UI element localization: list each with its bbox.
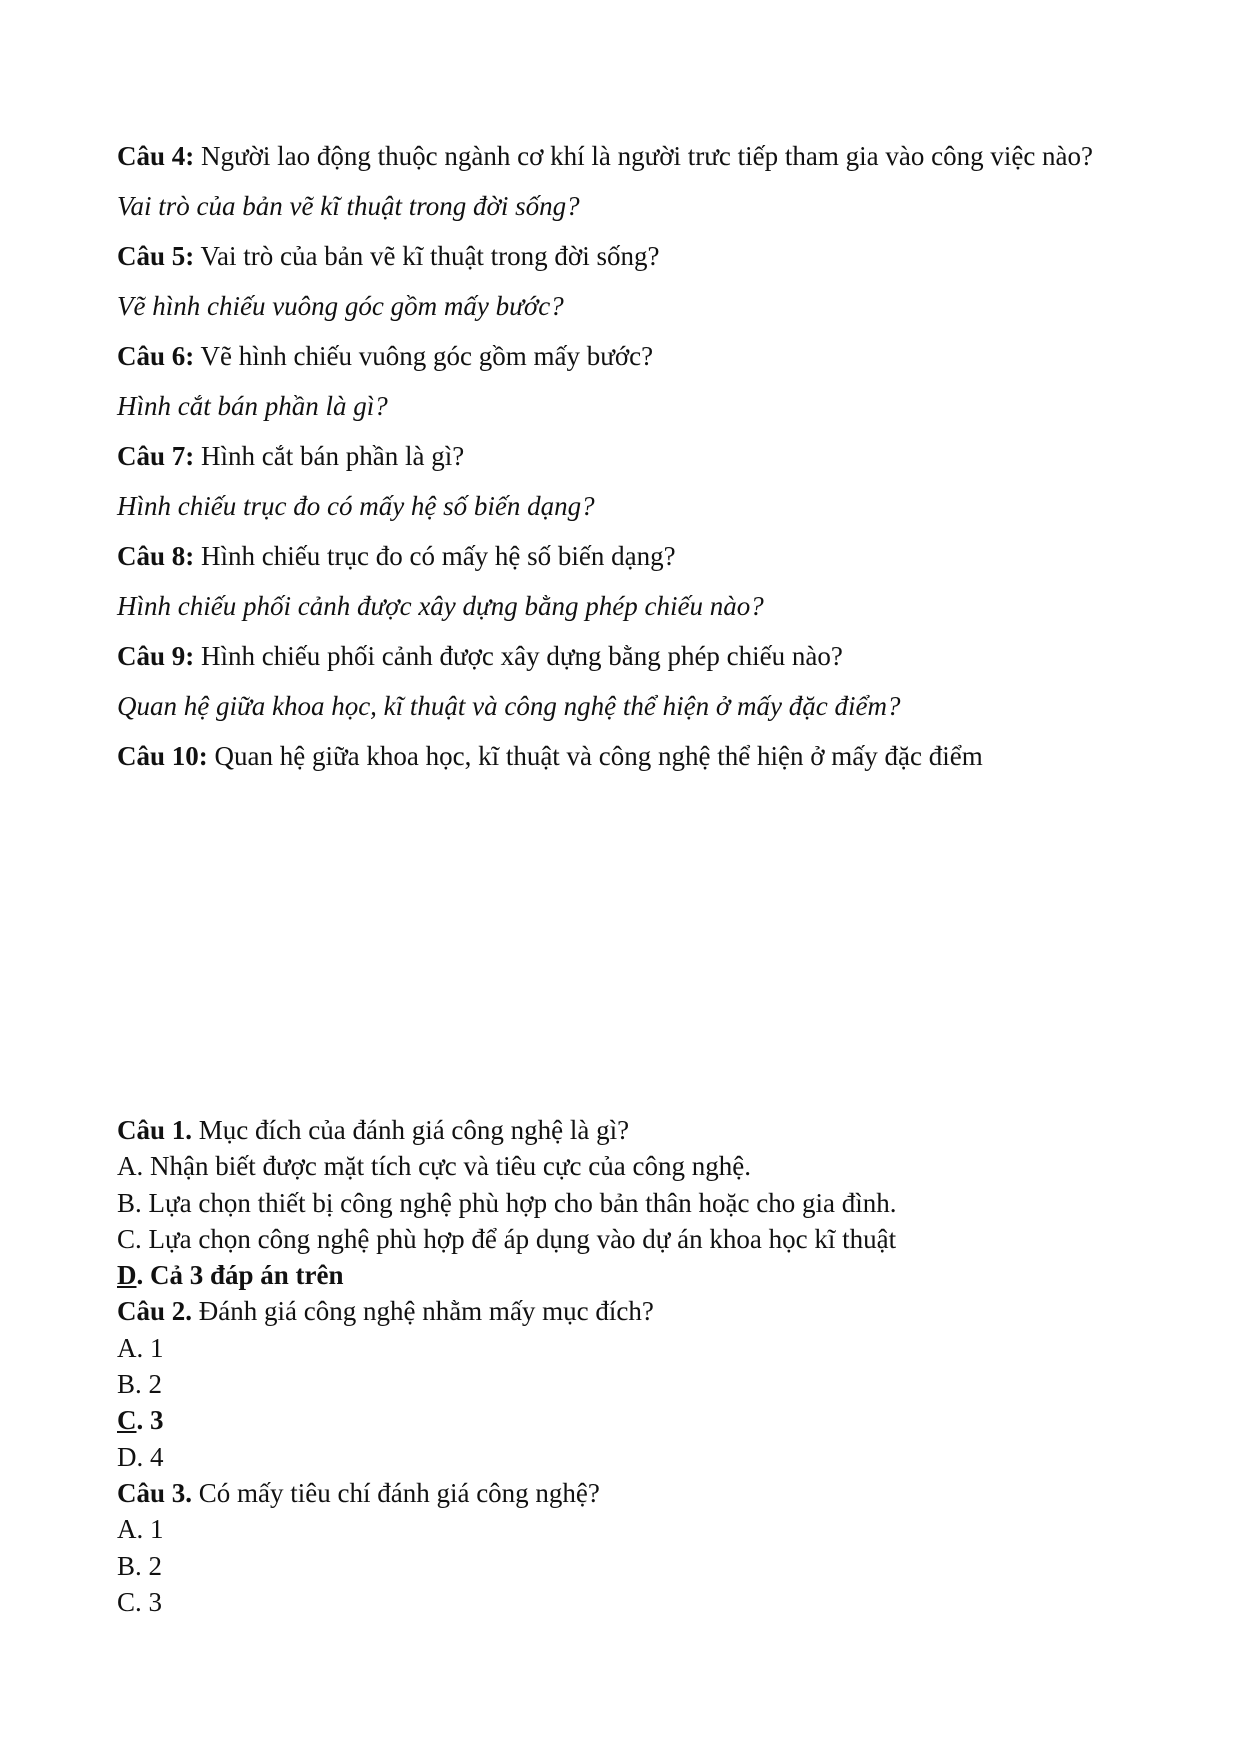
section-short-questions	[117, 131, 1137, 781]
question-text: Vẽ hình chiếu vuông góc gồm mấy bước?	[194, 341, 654, 371]
question-9	[117, 631, 1137, 681]
question-10	[117, 731, 1137, 781]
option-a: A. Nhận biết được mặt tích cực và tiêu cực của công nghệ.	[117, 1151, 751, 1182]
option-a: A. 1	[117, 1332, 164, 1363]
question-text: Vai trò của bản vẽ kĩ thuật trong đời sống?	[194, 241, 660, 271]
option-b: B. 2	[117, 1550, 163, 1581]
question-text: Hình chiếu trục đo có mấy hệ số biến dạng?	[194, 541, 676, 571]
question-label: Câu 8:	[117, 541, 195, 571]
section-multiple-choice	[117, 1112, 1137, 1620]
option-b: B. 2	[117, 1369, 163, 1400]
italic-heading: Vẽ hình chiếu vuông góc gồm mấy bước?	[117, 291, 564, 321]
question-label: Câu 3.	[117, 1477, 193, 1508]
answer-letter: D	[117, 1260, 137, 1291]
question-label: Câu 1.	[117, 1115, 193, 1145]
answer-option-d	[117, 1257, 1137, 1293]
mc-question-1	[117, 1112, 1137, 1148]
answer-letter: C	[117, 1405, 137, 1436]
question-label: Câu 4:	[117, 141, 195, 171]
question-text: Hình chiếu phối cảnh được xây dựng bằng phép chiếu nào?	[194, 641, 843, 671]
answer-text: . 3	[136, 1405, 164, 1436]
option-c: C. Lựa chọn công nghệ phù hợp để áp dụng vào dự án khoa học kĩ thuật	[117, 1223, 897, 1254]
answer-text: . Cả 3 đáp án trên	[136, 1260, 344, 1291]
answer-option-c	[117, 1402, 1137, 1438]
italic-heading: Hình chiếu phối cảnh được xây dựng bằng phép chiếu nào?	[117, 591, 764, 621]
question-5	[117, 231, 1137, 281]
question-label: Câu 6:	[117, 341, 195, 371]
question-label: Câu 7:	[117, 441, 195, 471]
italic-heading: Hình cắt bán phần là gì?	[117, 391, 388, 421]
mc-question-2	[117, 1293, 1137, 1329]
question-8	[117, 531, 1137, 581]
italic-heading: Hình chiếu trục đo có mấy hệ số biến dạng?	[117, 491, 595, 521]
question-7	[117, 431, 1137, 481]
question-text: Đánh giá công nghệ nhằm mấy mục đích?	[192, 1296, 654, 1327]
question-text: Mục đích của đánh giá công nghệ là gì?	[192, 1115, 630, 1145]
mc-question-3	[117, 1475, 1137, 1511]
question-label: Câu 9:	[117, 641, 195, 671]
italic-heading: Vai trò của bản vẽ kĩ thuật trong đời sống?	[117, 191, 580, 221]
question-label: Câu 2.	[117, 1296, 193, 1327]
option-c: C. 3	[117, 1586, 163, 1617]
option-d: D. 4	[117, 1441, 164, 1472]
italic-heading: Quan hệ giữa khoa học, kĩ thuật và công nghệ thể hiện ở mấy đặc điểm?	[117, 691, 901, 721]
question-text: Quan hệ giữa khoa học, kĩ thuật và công nghệ thể hiện ở mấy đặc điểm	[207, 741, 983, 771]
option-a: A. 1	[117, 1514, 164, 1545]
option-b: B. Lựa chọn thiết bị công nghệ phù hợp cho bản thân hoặc cho gia đình.	[117, 1187, 897, 1218]
question-4	[117, 131, 1137, 181]
question-text: Hình cắt bán phần là gì?	[194, 441, 465, 471]
question-label: Câu 10:	[117, 741, 208, 771]
question-text: Có mấy tiêu chí đánh giá công nghệ?	[192, 1477, 600, 1508]
question-6	[117, 331, 1137, 381]
question-label: Câu 5:	[117, 241, 195, 271]
question-text: Người lao động thuộc ngành cơ khí là người trưc tiếp tham gia vào công việc nào?	[194, 141, 1094, 171]
